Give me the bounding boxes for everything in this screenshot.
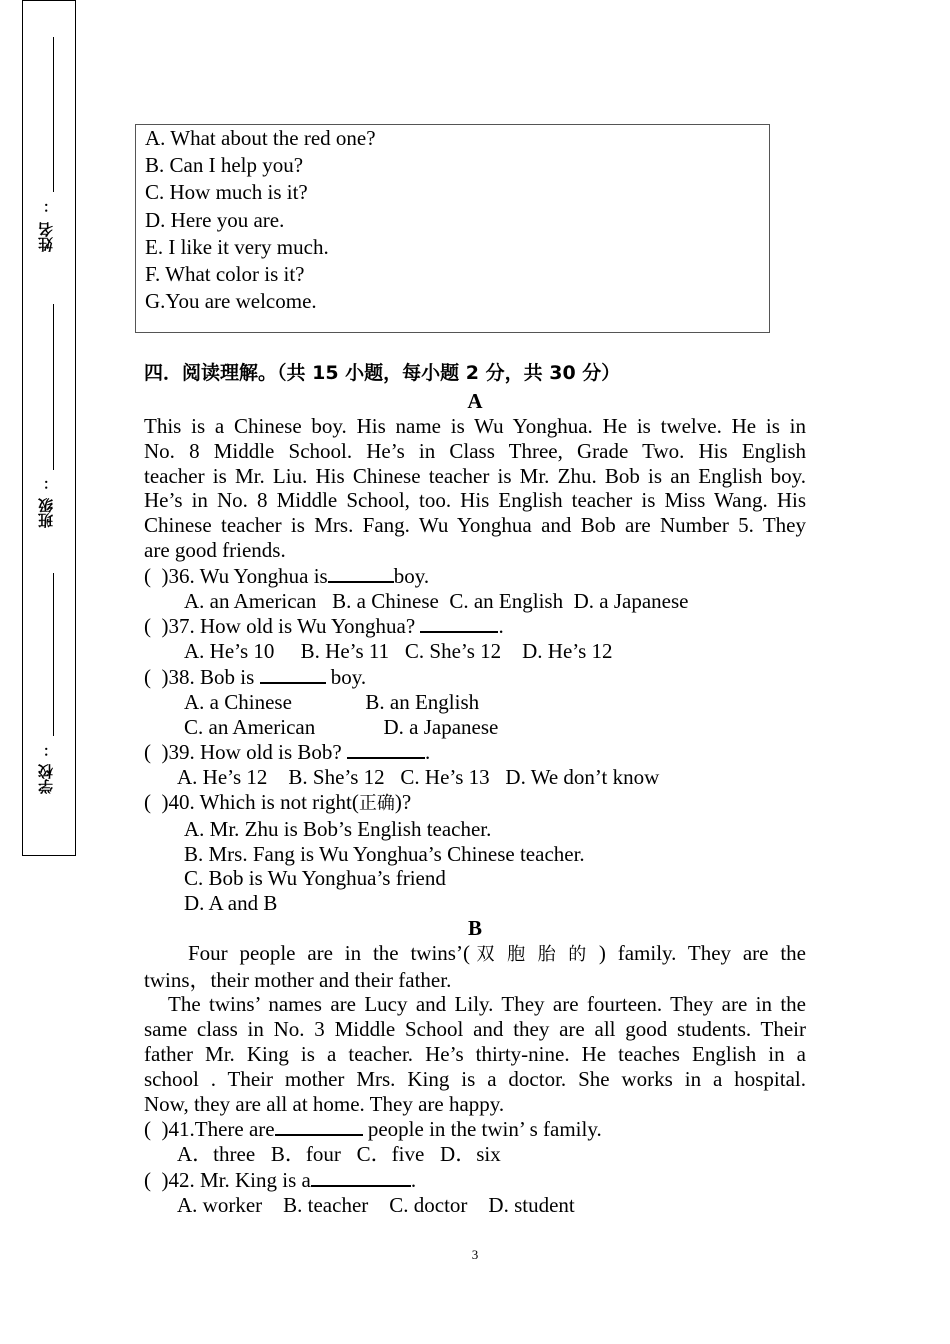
section-heading: 四．阅读理解。（共 15 小题，每小题 2 分，共 30 分） xyxy=(144,362,621,384)
name-colon: ： xyxy=(43,200,57,216)
q40-suffix: )? xyxy=(394,789,412,814)
question-37 xyxy=(144,613,806,639)
name-label: 姓名 xyxy=(37,222,55,252)
q42-stem: ( )42. Mr. King is a xyxy=(144,1167,311,1192)
option-g: G.You are welcome. xyxy=(145,289,317,314)
binding-strip xyxy=(22,0,76,856)
school-colon: ： xyxy=(43,744,57,760)
passage-b-line: father Mr. King is a teacher. He’s thirty-nine. He teaches English in a xyxy=(144,1041,806,1066)
class-colon: ： xyxy=(43,477,57,493)
passage-b-line xyxy=(144,941,806,968)
option-f: F. What color is it? xyxy=(145,262,305,287)
question-41 xyxy=(144,1116,806,1142)
option-e: E. I like it very much. xyxy=(145,234,329,259)
name-blank-line xyxy=(53,37,54,192)
q38-stem: ( )38. Bob is xyxy=(144,664,260,689)
passage-b-line: school . Their mother Mrs. King is a doctor. She works in a hospital. xyxy=(144,1066,806,1091)
question-42 xyxy=(144,1167,806,1193)
q41-suffix: people in the twin’ s family. xyxy=(362,1117,602,1142)
passage-a-line: He’s in No. 8 Middle School, too. His English teacher is Miss Wang. His xyxy=(144,488,806,513)
question-36 xyxy=(144,563,806,589)
q40-cn-gloss: 正确 xyxy=(358,792,395,814)
q36-options: A. an American B. a Chinese C. an English D. a Japanese xyxy=(184,588,689,613)
passage-a-line: Chinese teacher is Mrs. Fang. Wu Yonghua and Bob are Number 5. They xyxy=(144,513,806,538)
answer-blank[interactable] xyxy=(420,613,498,633)
q42-options: A. worker B. teacher C. doctor D. student xyxy=(177,1192,575,1217)
answer-blank[interactable] xyxy=(260,664,326,684)
passage-b-line: twins，their mother and their father. xyxy=(144,967,452,992)
passage-b-title: B xyxy=(467,915,482,940)
school-label: 学校 xyxy=(37,764,55,794)
q39-options: A. He’s 12 B. She’s 12 C. He’s 13 D. We don’t know xyxy=(177,765,660,790)
q38-options-row2: C. an American D. a Japanese xyxy=(184,714,499,739)
passage-b-line: The twins’ names are Lucy and Lily. They are fourteen. They are in the xyxy=(168,992,806,1017)
answer-blank[interactable] xyxy=(328,563,394,583)
q41-options: A．three B．four C．five D．six xyxy=(177,1142,501,1167)
question-40 xyxy=(144,790,806,817)
options-box xyxy=(135,124,770,333)
option-b: B. Can I help you? xyxy=(145,153,304,178)
answer-blank[interactable] xyxy=(275,1116,363,1136)
q36-stem: ( )36. Wu Yonghua is xyxy=(144,563,328,588)
q39-stem: ( )39. How old is Bob? xyxy=(144,740,347,765)
answer-blank[interactable] xyxy=(347,739,425,759)
passage-a-line: teacher is Mr. Liu. His Chinese teacher is Mr. Zhu. Bob is an English boy. xyxy=(144,463,806,488)
q40-option: A. Mr. Zhu is Bob’s English teacher. xyxy=(184,816,492,841)
page-number: 3 xyxy=(471,1247,479,1262)
class-label: 班级 xyxy=(37,498,55,528)
passage-a-line: This is a Chinese boy. His name is Wu Yonghua. He is twelve. He is in xyxy=(144,414,806,438)
passage-a-line: No. 8 Middle School. He’s in Class Three, Grade Two. His English xyxy=(144,438,806,463)
q40-option: B. Mrs. Fang is Wu Yonghua’s Chinese teacher. xyxy=(184,841,585,866)
main-content xyxy=(144,359,806,1218)
q37-stem: ( )37. How old is Wu Yonghua? xyxy=(144,614,421,639)
q40-option: D. A and B xyxy=(184,891,278,916)
q40-option: C. Bob is Wu Yonghua’s friend xyxy=(184,866,446,891)
passage-b-line: same class in No. 3 Middle School and they are all good students. Their xyxy=(144,1017,806,1042)
q37-suffix: . xyxy=(498,614,504,639)
passage-b-cn-gloss: 双胞胎的 xyxy=(469,943,599,965)
answer-blank[interactable] xyxy=(311,1167,411,1187)
passage-b-line: Now, they are all at home. They are happy. xyxy=(144,1091,505,1116)
option-a: A. What about the red one? xyxy=(145,126,376,150)
school-blank-line xyxy=(53,573,54,736)
q38-suffix: boy. xyxy=(325,664,367,689)
question-39 xyxy=(144,739,806,765)
q39-suffix: . xyxy=(425,740,431,765)
q37-options: A. He’s 10 B. He’s 11 C. She’s 12 D. He’s 12 xyxy=(184,639,613,664)
class-blank-line xyxy=(53,304,54,470)
q36-suffix: boy. xyxy=(393,563,430,588)
q38-options-row1: A. a Chinese B. an English xyxy=(184,689,480,714)
q42-suffix: . xyxy=(410,1167,417,1192)
passage-a-title: A xyxy=(467,389,483,413)
passage-a-line: are good friends. xyxy=(144,537,286,562)
q40-stem: ( )40. Which is not right( xyxy=(144,789,359,814)
passage-b-text: Four people are in the twins’( xyxy=(188,940,470,965)
passage-b-text: ) family. They are the xyxy=(598,940,806,965)
option-c: C. How much is it? xyxy=(145,180,308,205)
option-d: D. Here you are. xyxy=(145,207,285,232)
question-38 xyxy=(144,664,806,690)
q41-stem: ( )41.There are xyxy=(144,1117,275,1142)
